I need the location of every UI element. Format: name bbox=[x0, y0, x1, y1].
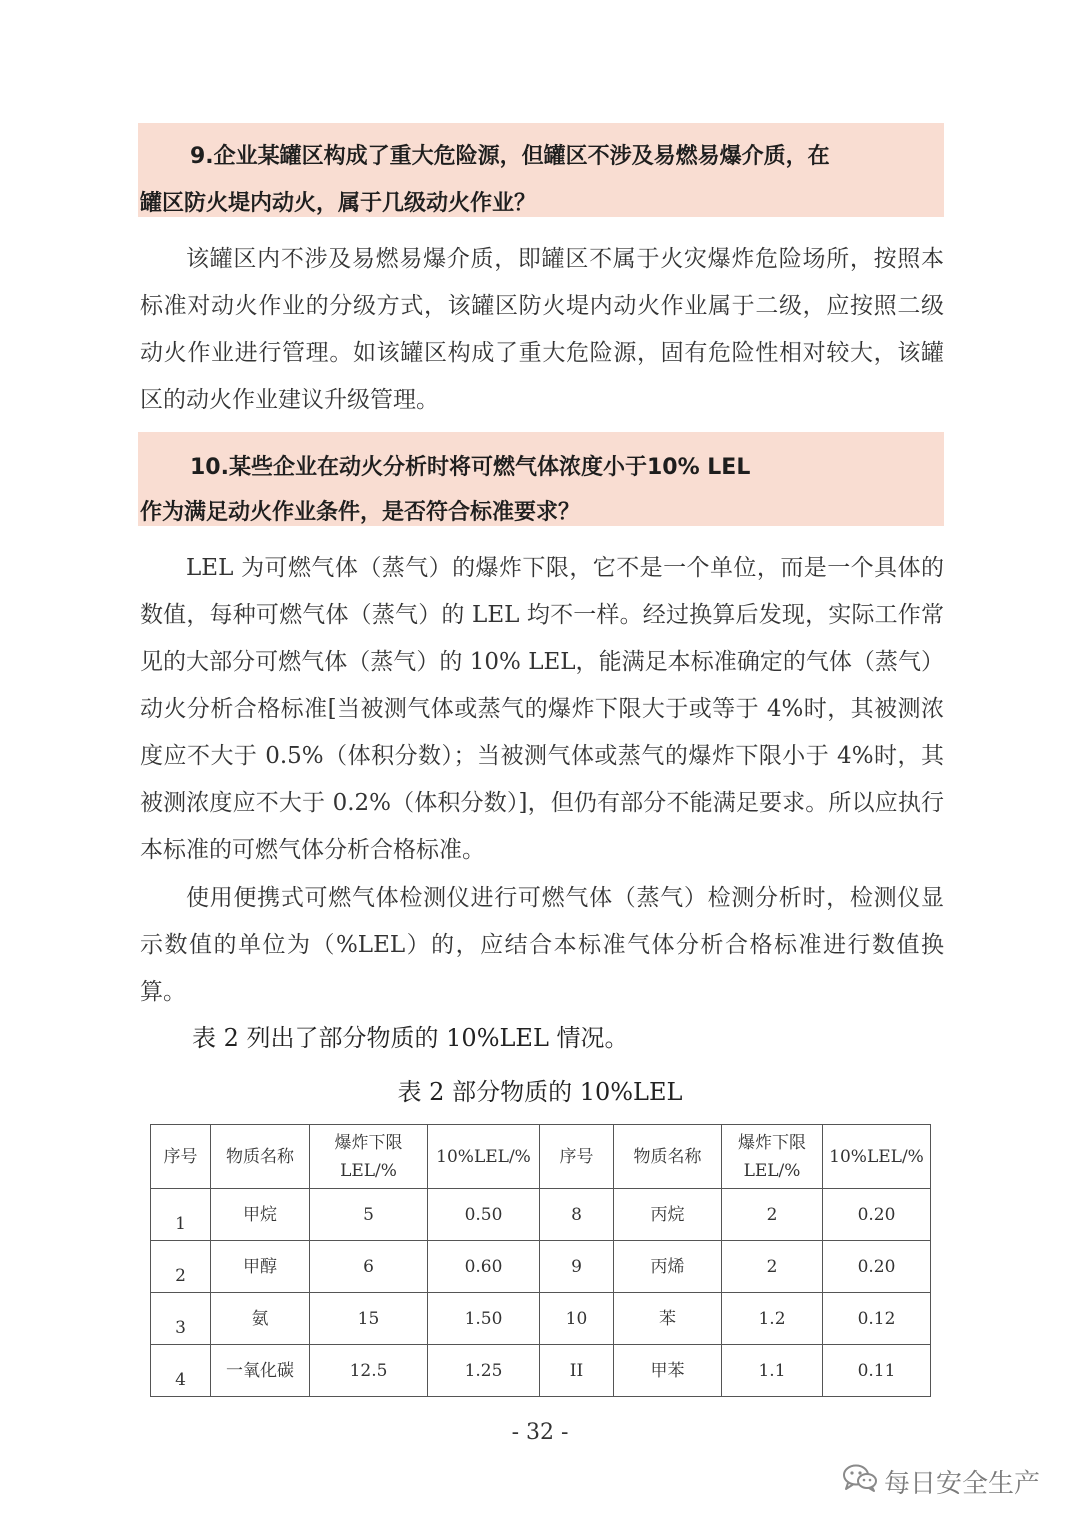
cell-substance: 一氧化碳 bbox=[211, 1345, 310, 1397]
question-9-box bbox=[138, 123, 944, 217]
cell-substance: 甲苯 bbox=[614, 1345, 722, 1397]
table-caption: 表 2 部分物质的 10%LEL bbox=[397, 1078, 683, 1106]
cell-substance: 甲烷 bbox=[211, 1189, 310, 1241]
cell-no: 1 bbox=[151, 1189, 211, 1241]
header-lel: 爆炸下限LEL/% bbox=[722, 1125, 823, 1189]
cell-lel10: 0.20 bbox=[823, 1189, 931, 1241]
cell-lel10: 0.20 bbox=[823, 1241, 931, 1293]
cell-substance: 氨 bbox=[211, 1293, 310, 1345]
header-name: 物质名称 bbox=[211, 1125, 310, 1189]
header-no: 序号 bbox=[151, 1125, 211, 1189]
cell-lel: 15 bbox=[310, 1293, 428, 1345]
cell-no: 10 bbox=[540, 1293, 614, 1345]
cell-lel: 12.5 bbox=[310, 1345, 428, 1397]
question-9-line-2: 罐区防火堤内动火，属于几级动火作业？ bbox=[140, 191, 537, 216]
cell-lel: 2 bbox=[722, 1189, 823, 1241]
cell-no: 3 bbox=[151, 1293, 211, 1345]
cell-lel: 6 bbox=[310, 1241, 428, 1293]
header-lel: 爆炸下限LEL/% bbox=[310, 1125, 428, 1189]
table-row bbox=[151, 1345, 931, 1397]
header-lel10: 10%LEL/% bbox=[823, 1125, 931, 1189]
table-row bbox=[151, 1189, 931, 1241]
question-9-line-1: 9.企业某罐区构成了重大危险源，但罐区不涉及易燃易爆介质，在 bbox=[190, 144, 830, 169]
cell-lel10: 1.50 bbox=[428, 1293, 540, 1345]
cell-no: 9 bbox=[540, 1241, 614, 1293]
answer-10-paragraph-2: 使用便携式可燃气体检测仪进行可燃气体（蒸气）检测分析时，检测仪显示数值的单位为（%LEL）的，应结合本标准气体分析合格标准进行数值换算。 bbox=[140, 885, 944, 1005]
answer-9-paragraph: 该罐区内不涉及易燃易爆介质，即罐区不属于火灾爆炸危险场所，按照本标准对动火作业的分级方式，该罐区防火堤内动火作业属于二级，应按照二级动火作业进行管理。如该罐区构成了重大危险源，固有危险性相对较大，该罐区的动火作业建议升级管理。 bbox=[140, 246, 944, 413]
cell-substance: 丙烷 bbox=[614, 1189, 722, 1241]
cell-substance: 苯 bbox=[614, 1293, 722, 1345]
cell-substance: 丙烯 bbox=[614, 1241, 722, 1293]
cell-substance: 甲醇 bbox=[211, 1241, 310, 1293]
cell-no: II bbox=[540, 1345, 614, 1397]
cell-lel10: 0.11 bbox=[823, 1345, 931, 1397]
cell-lel: 5 bbox=[310, 1189, 428, 1241]
cell-no: 2 bbox=[151, 1241, 211, 1293]
cell-lel10: 0.12 bbox=[823, 1293, 931, 1345]
cell-lel: 1.1 bbox=[722, 1345, 823, 1397]
cell-lel: 1.2 bbox=[722, 1293, 823, 1345]
page-number: - 32 - bbox=[511, 1420, 569, 1445]
question-10-line-1: 10.某些企业在动火分析时将可燃气体浓度小于10% LEL bbox=[190, 455, 751, 480]
table-header-row bbox=[151, 1125, 931, 1189]
wechat-icon bbox=[842, 1463, 878, 1500]
cell-lel: 2 bbox=[722, 1241, 823, 1293]
watermark-text: 每日安全生产 bbox=[884, 1469, 1041, 1499]
cell-lel10: 0.50 bbox=[428, 1189, 540, 1241]
header-lel10: 10%LEL/% bbox=[428, 1125, 540, 1189]
cell-no: 8 bbox=[540, 1189, 614, 1241]
cell-no: 4 bbox=[151, 1345, 211, 1397]
table-row bbox=[151, 1241, 931, 1293]
table-intro-text: 表 2 列出了部分物质的 10%LEL 情况。 bbox=[192, 1024, 629, 1052]
question-10-box bbox=[138, 432, 944, 526]
header-name: 物质名称 bbox=[614, 1125, 722, 1189]
lel-table bbox=[150, 1124, 931, 1397]
answer-10-paragraph-1: LEL 为可燃气体（蒸气）的爆炸下限，它不是一个单位，而是一个具体的数值，每种可燃气体（蒸气）的 LEL 均不一样。经过换算后发现，实际工作常见的大部分可燃气体（蒸气）的 10% LEL，能满足本标准确定的气体（蒸气）动火分析合格标准[当被测气体或蒸气的爆炸下限大于或等于 4%时，其被测浓度应不大于 0.5%（体积分数）；当被测气体或蒸气的爆炸下限小于 4%时，其被测浓度应不大于 0.2%（体积分数）]，但仍有部分不能满足要求。所以应执行本标准的可燃气体分析合格标准。 bbox=[140, 555, 944, 863]
watermark bbox=[842, 1463, 1040, 1500]
question-10-line-2: 作为满足动火作业条件，是否符合标准要求？ bbox=[140, 500, 581, 525]
cell-lel10: 1.25 bbox=[428, 1345, 540, 1397]
cell-lel10: 0.60 bbox=[428, 1241, 540, 1293]
table-row bbox=[151, 1293, 931, 1345]
header-no: 序号 bbox=[540, 1125, 614, 1189]
